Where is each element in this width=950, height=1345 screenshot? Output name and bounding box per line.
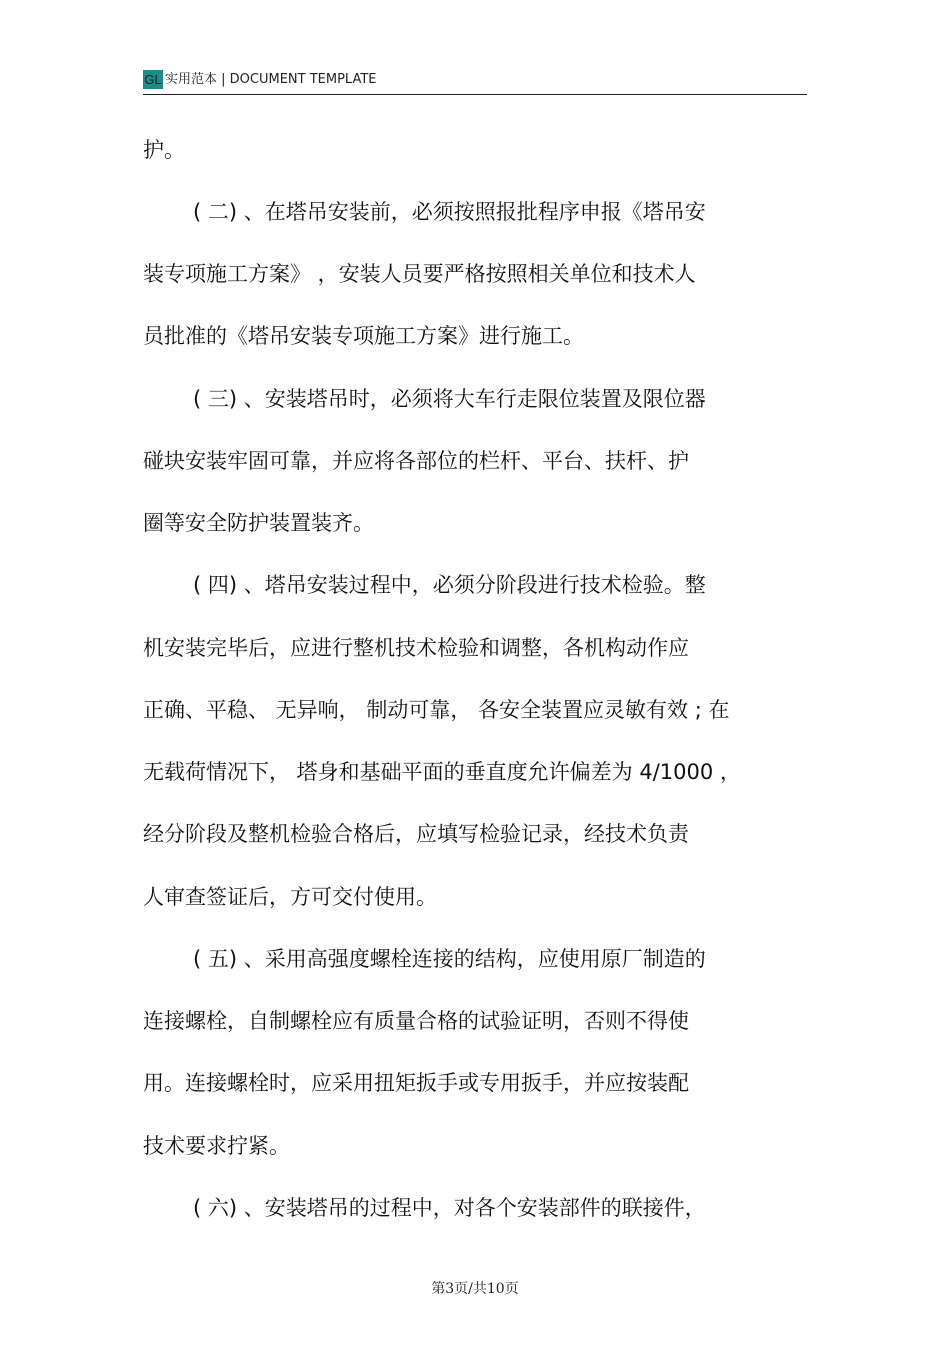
text-line: 员批准的《塔吊安装专项施工方案》进行施工。: [143, 324, 584, 348]
text-line: 技术要求拧紧。: [143, 1134, 290, 1158]
text-line: 正确、平稳、 无异响， 制动可靠， 各安全装置应灵敏有效 ; 在: [143, 698, 730, 722]
text-line: 装专项施工方案》 ，安装人员要严格按照相关单位和技术人: [143, 262, 696, 286]
paragraph-start: ( 三) 、安装塔吊时，必须将大车行走限位装置及限位器: [193, 387, 706, 411]
text-line: 护。: [143, 138, 185, 162]
text-line: 人审查签证后，方可交付使用。: [143, 885, 437, 909]
text-line: 连接螺栓，自制螺栓应有质量合格的试验证明，否则不得使: [143, 1009, 689, 1033]
text-line: 圈等安全防护装置装齐。: [143, 511, 374, 535]
text-line: 用。连接螺栓时，应采用扭矩扳手或专用扳手，并应按装配: [143, 1071, 689, 1095]
gl-logo: GL: [144, 72, 162, 87]
header-title: 实用范本 | DOCUMENT TEMPLATE: [165, 72, 377, 87]
paragraph-start: ( 二) 、在塔吊安装前，必须按照报批程序申报《塔吊安: [193, 200, 706, 224]
document-header: [143, 68, 807, 95]
page-number: 第3页/共10页: [431, 1281, 519, 1297]
text-line: 无载荷情况下， 塔身和基础平面的垂直度允许偏差为 4/1000 ，: [143, 760, 741, 784]
text-line: 碰块安装牢固可靠，并应将各部位的栏杆、平台、扶杆、护: [143, 449, 689, 473]
paragraph-start: ( 五) 、采用高强度螺栓连接的结构，应使用原厂制造的: [193, 947, 706, 971]
paragraph-start: ( 四) 、塔吊安装过程中，必须分阶段进行技术检验。整: [193, 573, 706, 597]
text-line: 机安装完毕后，应进行整机技术检验和调整，各机构动作应: [143, 636, 689, 660]
paragraph-start: ( 六) 、安装塔吊的过程中，对各个安装部件的联接件，: [193, 1196, 706, 1220]
text-line: 经分阶段及整机检验合格后，应填写检验记录，经技术负责: [143, 822, 689, 846]
